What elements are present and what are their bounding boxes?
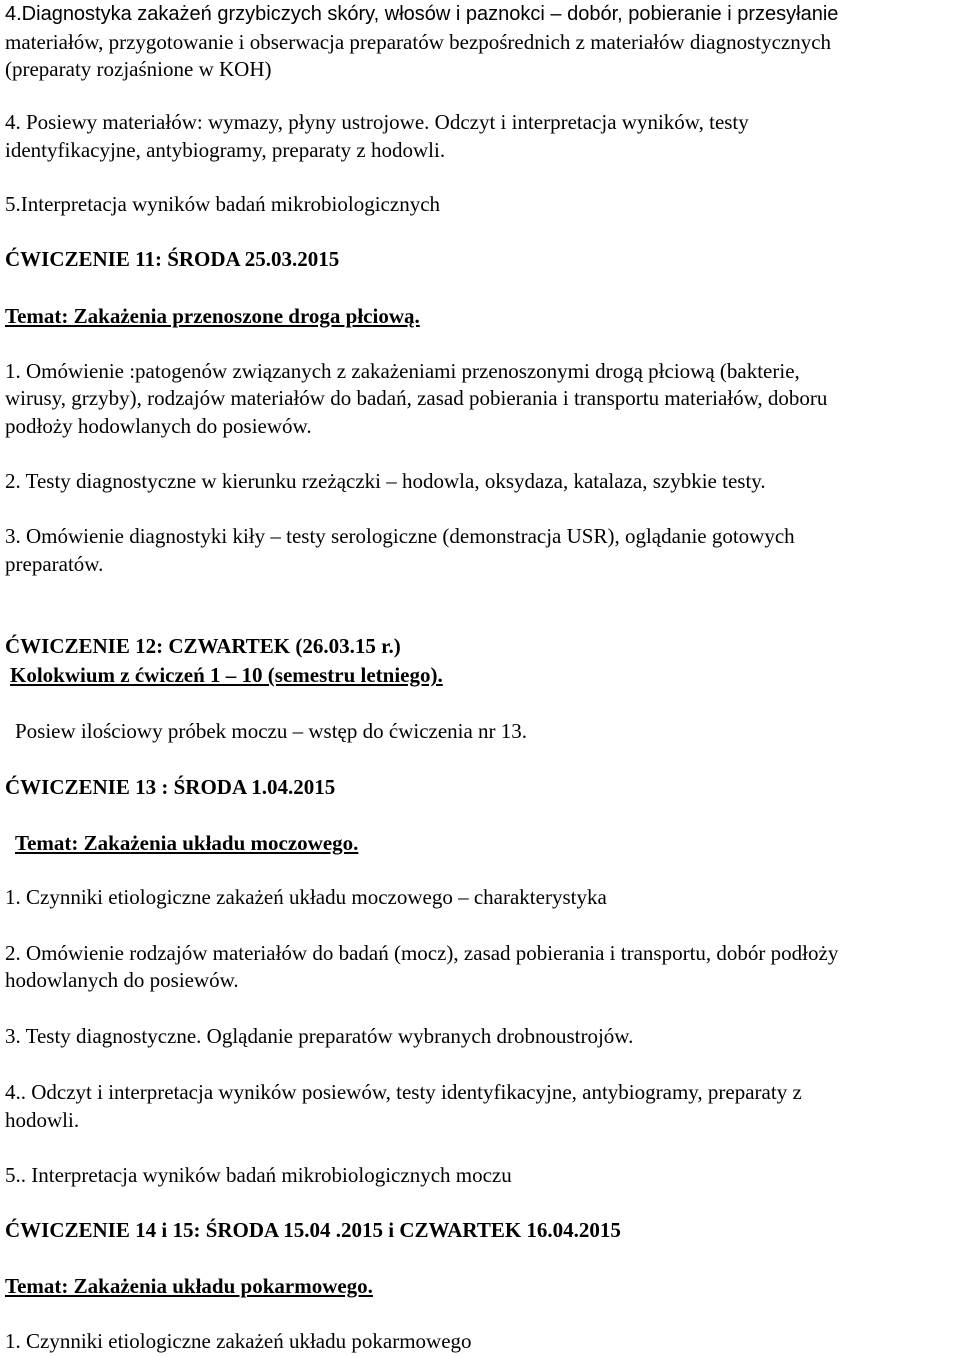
text-line: 1. Omówienie :patogenów związanych z zakażeniami przenoszonymi drogą płciową (bakterie,: [5, 359, 800, 383]
text-line: Posiew ilościowy próbek moczu – wstęp do ćwiczenia nr 13.: [15, 719, 528, 743]
section-heading: ĆWICZENIE 11: ŚRODA 25.03.2015: [5, 247, 340, 271]
colloquium-heading: Kolokwium z ćwiczeń 1 – 10 (semestru letniego).: [10, 663, 443, 687]
text-line: hodowli.: [5, 1108, 80, 1132]
text-line: wirusy, grzyby), rodzajów materiałów do badań, zasad pobierania i transportu materiałów, doboru: [5, 386, 828, 410]
text-line: 3. Omówienie diagnostyki kiły – testy serologiczne (demonstracja USR), oglądanie gotowych: [5, 524, 795, 548]
text-line: (preparaty rozjaśnione w KOH): [5, 57, 272, 81]
topic-heading: Temat: Zakażenia układu pokarmowego.: [5, 1274, 373, 1298]
text-line: 4.. Odczyt i interpretacja wyników posiewów, testy identyfikacyjne, antybiogramy, preparaty z: [5, 1080, 802, 1104]
text-line: 5.. Interpretacja wyników badań mikrobiologicznych moczu: [5, 1163, 512, 1187]
text-line: podłoży hodowlanych do posiewów.: [5, 414, 312, 438]
text-line: 3. Testy diagnostyczne. Oglądanie preparatów wybranych drobnoustrojów.: [5, 1024, 634, 1048]
text-line: 4.Diagnostyka zakażeń grzybiczych skóry, włosów i paznokci – dobór, pobieranie i przesyłanie: [5, 3, 839, 25]
section-heading: ĆWICZENIE 14 i 15: ŚRODA 15.04 .2015 i CZWARTEK 16.04.2015: [5, 1218, 621, 1242]
text-line: 4. Posiewy materiałów: wymazy, płyny ustrojowe. Odczyt i interpretacja wyników, testy: [5, 110, 749, 134]
text-line: 1. Czynniki etiologiczne zakażeń układu moczowego – charakterystyka: [5, 885, 607, 909]
text-line: materiałów, przygotowanie i obserwacja preparatów bezpośrednich z materiałów diagnostycznych: [5, 30, 832, 54]
text-line: 5.Interpretacja wyników badań mikrobiologicznych: [5, 192, 441, 216]
text-line: 2. Omówienie rodzajów materiałów do badań (mocz), zasad pobierania i transportu, dobór podłoży: [5, 941, 839, 965]
text-line: hodowlanych do posiewów.: [5, 968, 239, 992]
section-heading: ĆWICZENIE 12: CZWARTEK (26.03.15 r.): [5, 634, 401, 658]
text-line: 2. Testy diagnostyczne w kierunku rzeżączki – hodowla, oksydaza, katalaza, szybkie testy.: [5, 469, 766, 493]
topic-heading: Temat: Zakażenia układu moczowego.: [15, 831, 359, 855]
section-heading: ĆWICZENIE 13 : ŚRODA 1.04.2015: [5, 775, 336, 799]
text-line: identyfikacyjne, antybiogramy, preparaty z hodowli.: [5, 138, 446, 162]
topic-heading: Temat: Zakażenia przenoszone droga płciową.: [5, 304, 420, 328]
text-line: 1. Czynniki etiologiczne zakażeń układu pokarmowego: [5, 1329, 472, 1353]
text-line: preparatów.: [5, 552, 104, 576]
